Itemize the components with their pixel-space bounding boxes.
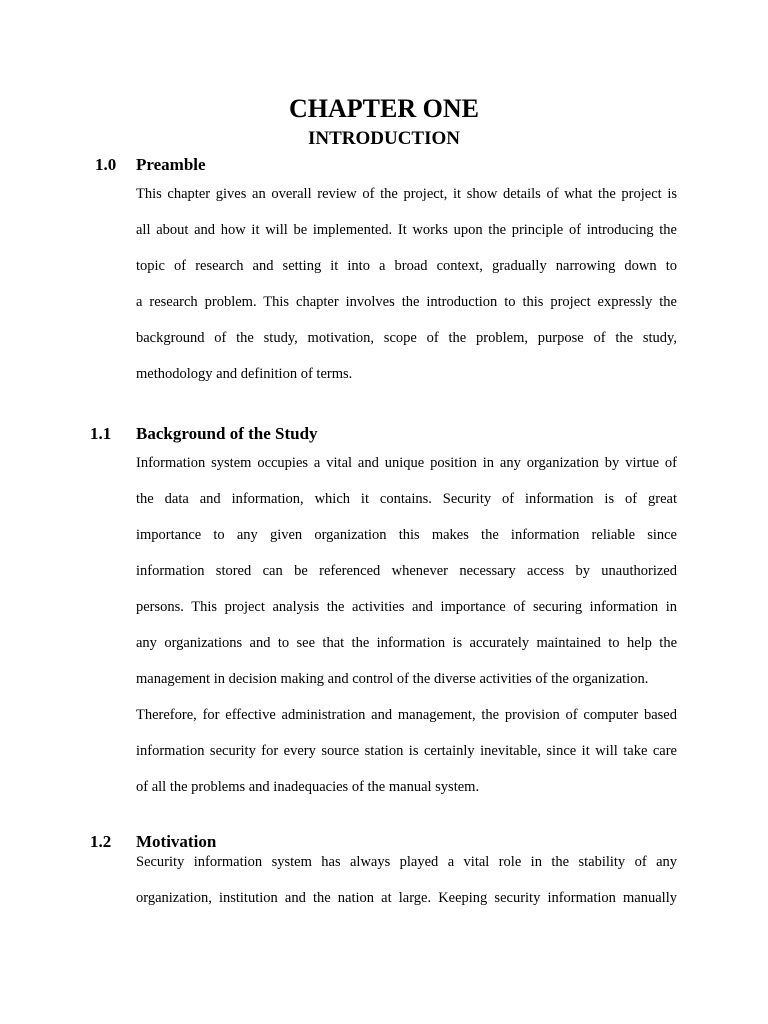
paragraph-line: This chapter gives an overall review of the project, it show details of what the project is	[136, 186, 677, 202]
paragraph-line: importance to any given organization this makes the information reliable since	[136, 527, 677, 543]
paragraph-line: management in decision making and control of the diverse activities of the organization.	[136, 671, 649, 687]
paragraph-line: the data and information, which it contains. Security of information is of great	[136, 491, 677, 507]
chapter-subtitle: INTRODUCTION	[307, 128, 461, 149]
paragraph-line: information stored can be referenced whenever necessary access by unauthorized	[136, 563, 677, 579]
section-title: Background of the Study	[136, 424, 318, 443]
paragraph-line: Information system occupies a vital and unique position in any organization by virtue of	[136, 455, 677, 471]
paragraph-line: a research problem. This chapter involves the introduction to this project expressly the	[136, 294, 677, 310]
paragraph-line: all about and how it will be implemented. It works upon the principle of introducing the	[136, 222, 677, 238]
paragraph-line: methodology and definition of terms.	[136, 366, 353, 382]
section-number: 1.2	[90, 832, 112, 851]
paragraph-line: background of the study, motivation, scope of the problem, purpose of the study,	[136, 330, 677, 346]
section-number: 1.0	[95, 155, 117, 174]
section-number: 1.1	[90, 424, 112, 443]
section-title: Preamble	[136, 155, 206, 174]
paragraph-line: information security for every source station is certainly inevitable, since it will take care	[136, 743, 677, 759]
paragraph-line: Security information system has always played a vital role in the stability of any	[136, 854, 677, 870]
paragraph-line: organization, institution and the nation at large. Keeping security information manually	[136, 890, 677, 906]
paragraph-line: Therefore, for effective administration and management, the provision of computer based	[136, 707, 677, 723]
preamble-paragraph	[136, 176, 677, 392]
motivation-paragraph	[136, 844, 677, 916]
chapter-title: CHAPTER ONE	[289, 94, 479, 123]
paragraph-line: topic of research and setting it into a broad context, gradually narrowing down to	[136, 258, 677, 274]
paragraph-line: persons. This project analysis the activities and importance of securing information in	[136, 599, 677, 615]
paragraph-line: of all the problems and inadequacies of the manual system.	[136, 779, 480, 795]
section-title: Motivation	[136, 832, 217, 851]
background-paragraph	[136, 445, 677, 805]
paragraph-line: any organizations and to see that the information is accurately maintained to help the	[136, 635, 677, 651]
